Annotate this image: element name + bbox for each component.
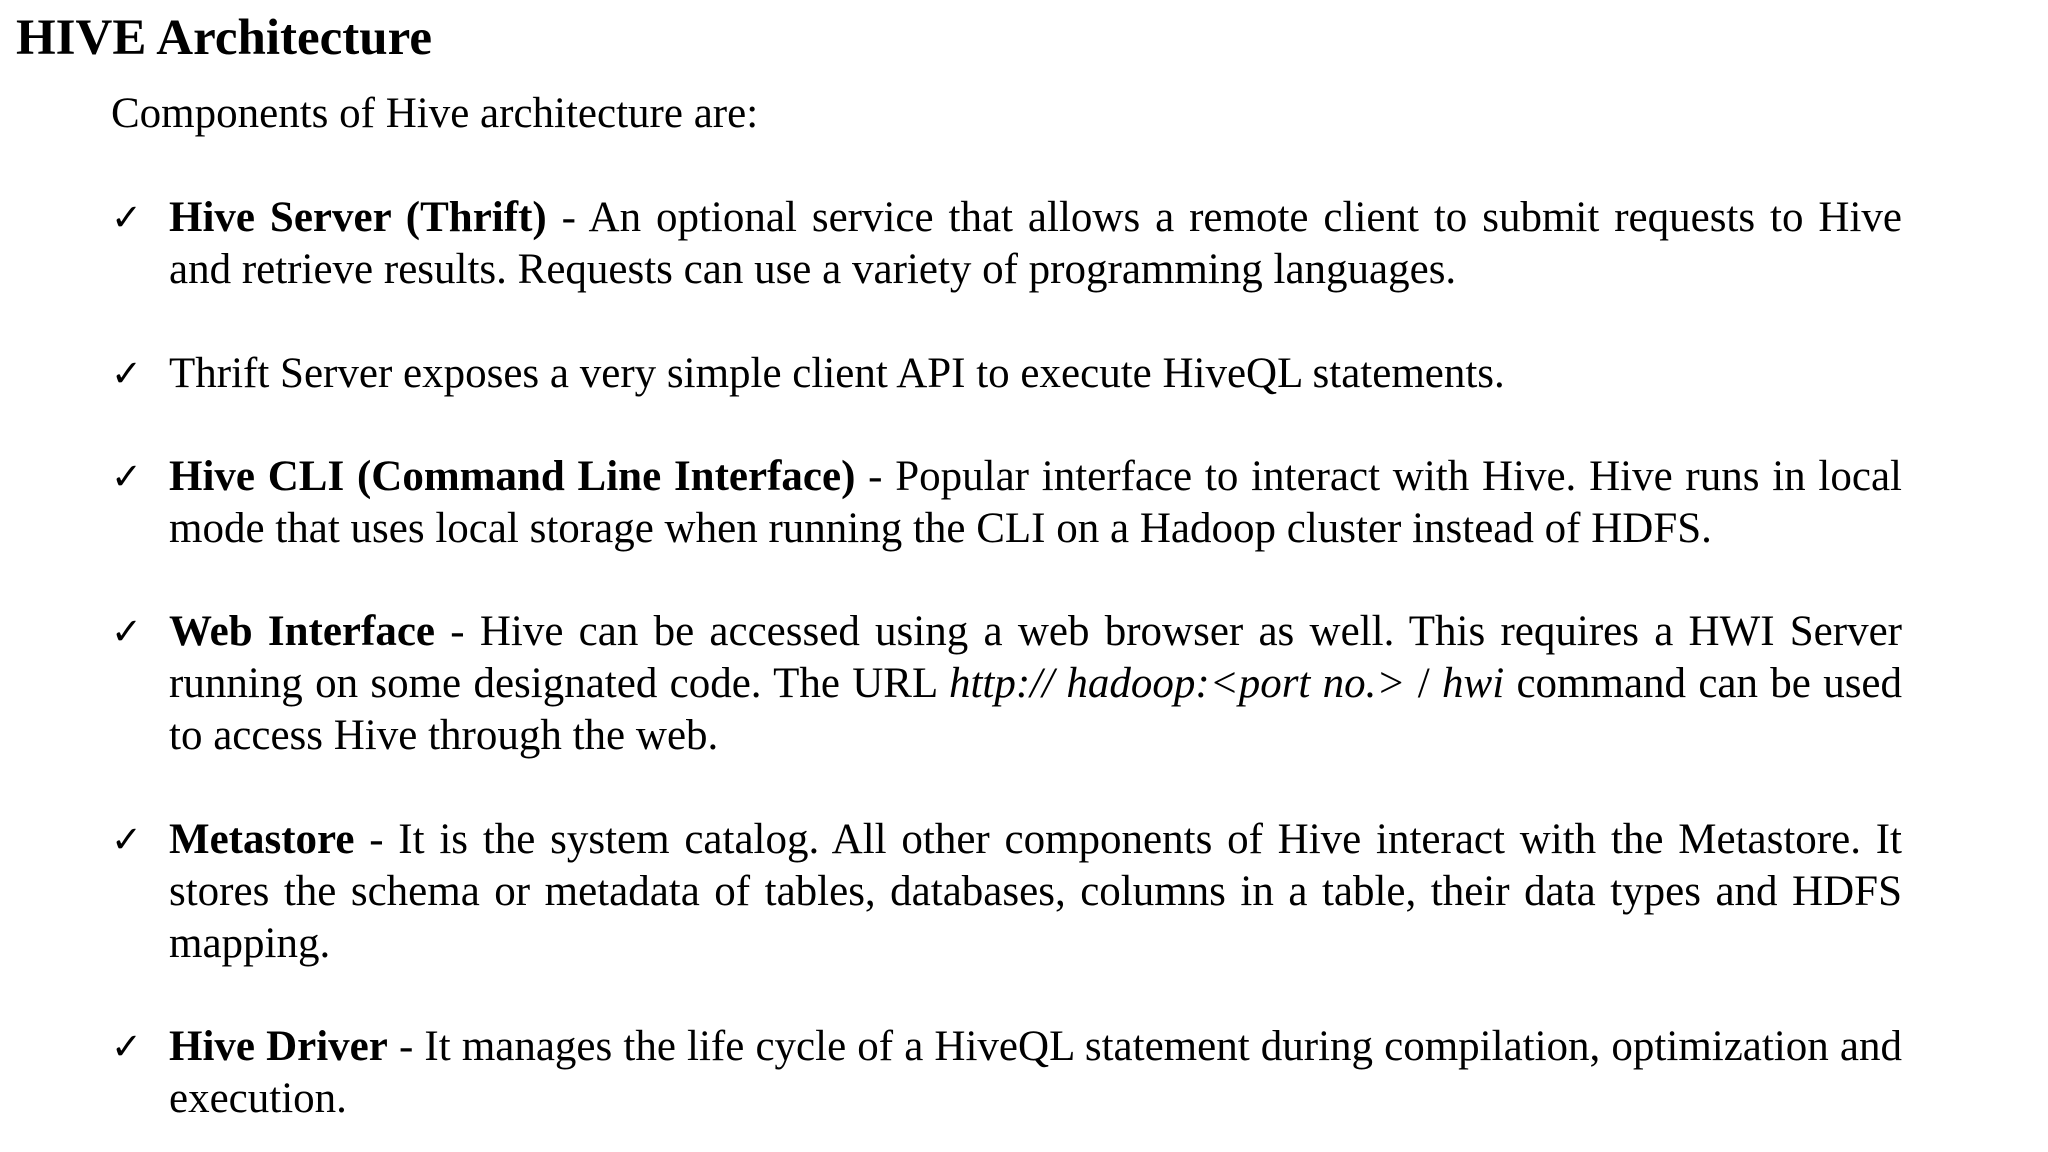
- item-description: - Popular interface to interact with Hive. Hive runs in local mode that uses local storage when running the CLI on a Hadoop cluster instead of HDFS.: [169, 453, 1902, 552]
- item-term: Hive Server (Thrift): [169, 194, 547, 241]
- item-term: Metastore: [169, 816, 355, 863]
- url-path: hwi: [1442, 660, 1505, 707]
- item-description: Thrift Server exposes a very simple client API to execute HiveQL statements.: [169, 350, 1505, 397]
- page-title: HIVE Architecture: [16, 10, 432, 66]
- item-description: - It is the system catalog. All other components of Hive interact with the Metastore. It stores the schema or metadata of tables, databases, columns in a table, their data types and HDFS mapping.: [169, 816, 1902, 967]
- url-text: http:// hadoop:<port no.>: [948, 660, 1406, 707]
- list-item-text: [169, 1021, 1902, 1125]
- intro-text: Components of Hive architecture are:: [111, 90, 759, 137]
- item-term: Web Interface: [169, 608, 436, 655]
- list-item-text: [169, 606, 1902, 762]
- checkmark-icon: ✓: [111, 352, 143, 395]
- item-description: - Hive can be accessed using a web browser as well. This requires a HWI Server running on some designated code. The URL: [169, 608, 1902, 707]
- list-item-web-interface: [111, 606, 1902, 762]
- item-term: Hive CLI (Command Line Interface): [169, 453, 856, 500]
- checkmark-icon: ✓: [111, 455, 143, 498]
- list-item-metastore: [111, 814, 1902, 970]
- checkmark-icon: ✓: [111, 610, 143, 653]
- item-description: - An optional service that allows a remote client to submit requests to Hive and retrieve results. Requests can use a variety of programming languages.: [169, 194, 1902, 293]
- list-item-text: [169, 348, 1902, 400]
- list-item-text: [169, 451, 1902, 555]
- list-item-thrift-server: [111, 348, 1902, 400]
- list-item-text: [169, 814, 1902, 970]
- list-item-hive-cli: [111, 451, 1902, 555]
- checkmark-icon: ✓: [111, 1025, 143, 1068]
- item-term: Hive Driver: [169, 1023, 388, 1070]
- checkmark-icon: ✓: [111, 196, 143, 239]
- url-separator: /: [1405, 660, 1443, 707]
- item-description: - It manages the life cycle of a HiveQL statement during compilation, optimization and execution.: [169, 1023, 1902, 1122]
- item-description-end: command can be used to access Hive through the web.: [169, 660, 1903, 759]
- list-item-hive-driver: [111, 1021, 1902, 1125]
- checkmark-icon: ✓: [111, 818, 143, 861]
- list-item-hive-server: [111, 192, 1902, 296]
- list-item-text: [169, 192, 1902, 296]
